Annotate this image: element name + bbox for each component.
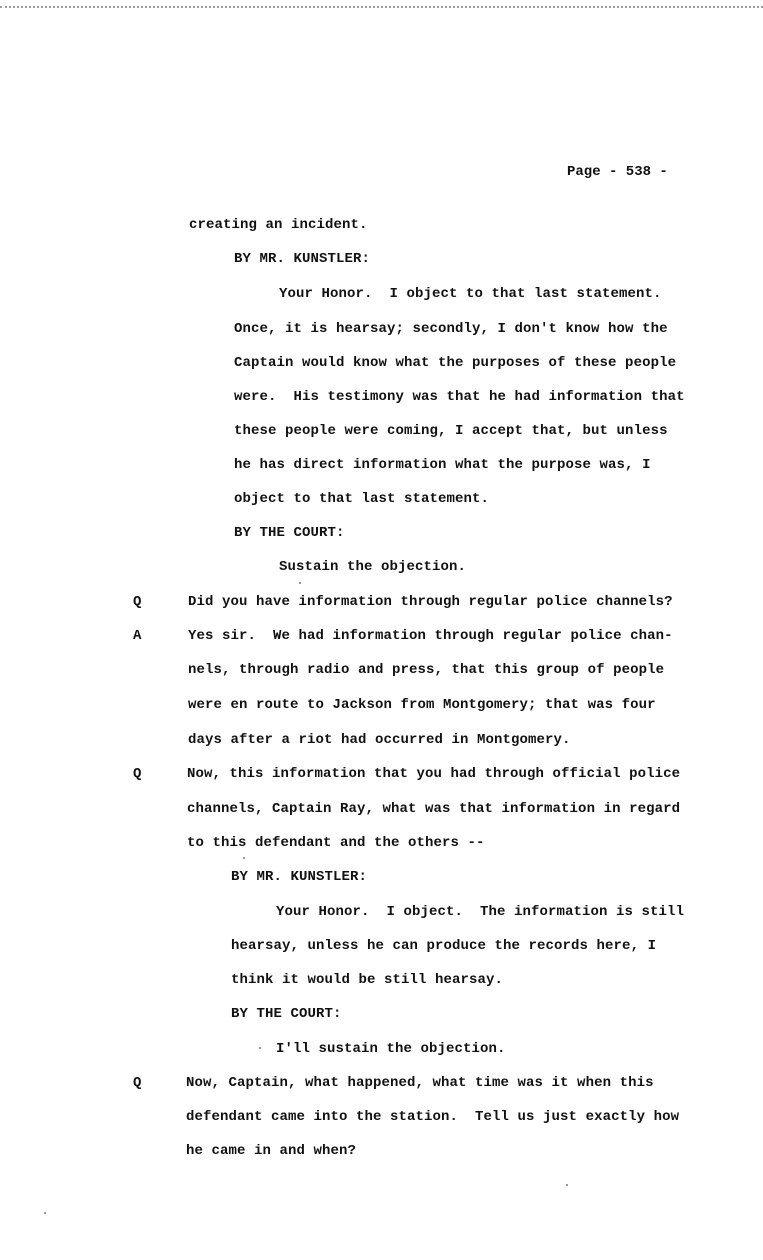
transcript-line: were en route to Jackson from Montgomery; that was four [188, 697, 656, 713]
transcript-line: Now, this information that you had through official police [187, 766, 681, 782]
question-marker: Q [133, 594, 142, 610]
transcript-line: think it would be still hearsay. [231, 972, 504, 988]
transcript-line: Your Honor. I object. The information is still [276, 904, 685, 920]
question-marker: Q [133, 1075, 142, 1091]
scan-speck [566, 1184, 568, 1186]
transcript-line: Yes sir. We had information through regular police chan- [188, 628, 673, 644]
scan-speck [259, 1047, 261, 1049]
transcript-line: these people were coming, I accept that, but unless [234, 423, 668, 439]
scan-speck [299, 582, 301, 584]
transcript-line: I'll sustain the objection. [276, 1041, 506, 1057]
transcript-line: hearsay, unless he can produce the records here, I [231, 938, 657, 954]
transcript-line: to this defendant and the others -- [187, 835, 485, 851]
transcript-line: Sustain the objection. [279, 559, 467, 575]
transcript-line: defendant came into the station. Tell us just exactly how [186, 1109, 680, 1125]
transcript-line: Now, Captain, what happened, what time was it when this [186, 1075, 654, 1091]
scan-edge [0, 0, 763, 8]
transcript-line: were. His testimony was that he had information that [234, 389, 685, 405]
transcript-line: Captain would know what the purposes of these people [234, 355, 677, 371]
transcript-line: channels, Captain Ray, what was that information in regard [187, 801, 681, 817]
transcript-line: Your Honor. I object to that last statement. [279, 286, 662, 302]
transcript-line: he has direct information what the purpose was, I [234, 457, 651, 473]
speaker-heading: BY THE COURT: [234, 525, 345, 541]
transcript-line: nels, through radio and press, that this group of people [188, 662, 665, 678]
speaker-heading: BY MR. KUNSTLER: [234, 251, 371, 267]
page-number: Page - 538 - [567, 164, 668, 180]
answer-marker: A [133, 628, 142, 644]
transcript-line: days after a riot had occurred in Montgomery. [188, 732, 571, 748]
speaker-heading: BY THE COURT: [231, 1006, 342, 1022]
transcript-line: creating an incident. [189, 217, 368, 233]
scan-speck [243, 857, 245, 859]
transcript-line: Did you have information through regular police channels? [188, 594, 673, 610]
transcript-line: Once, it is hearsay; secondly, I don't know how the [234, 321, 668, 337]
scan-speck [44, 1212, 46, 1214]
question-marker: Q [133, 766, 142, 782]
transcript-line: object to that last statement. [234, 491, 490, 507]
speaker-heading: BY MR. KUNSTLER: [231, 869, 368, 885]
transcript-line: he came in and when? [186, 1143, 357, 1159]
